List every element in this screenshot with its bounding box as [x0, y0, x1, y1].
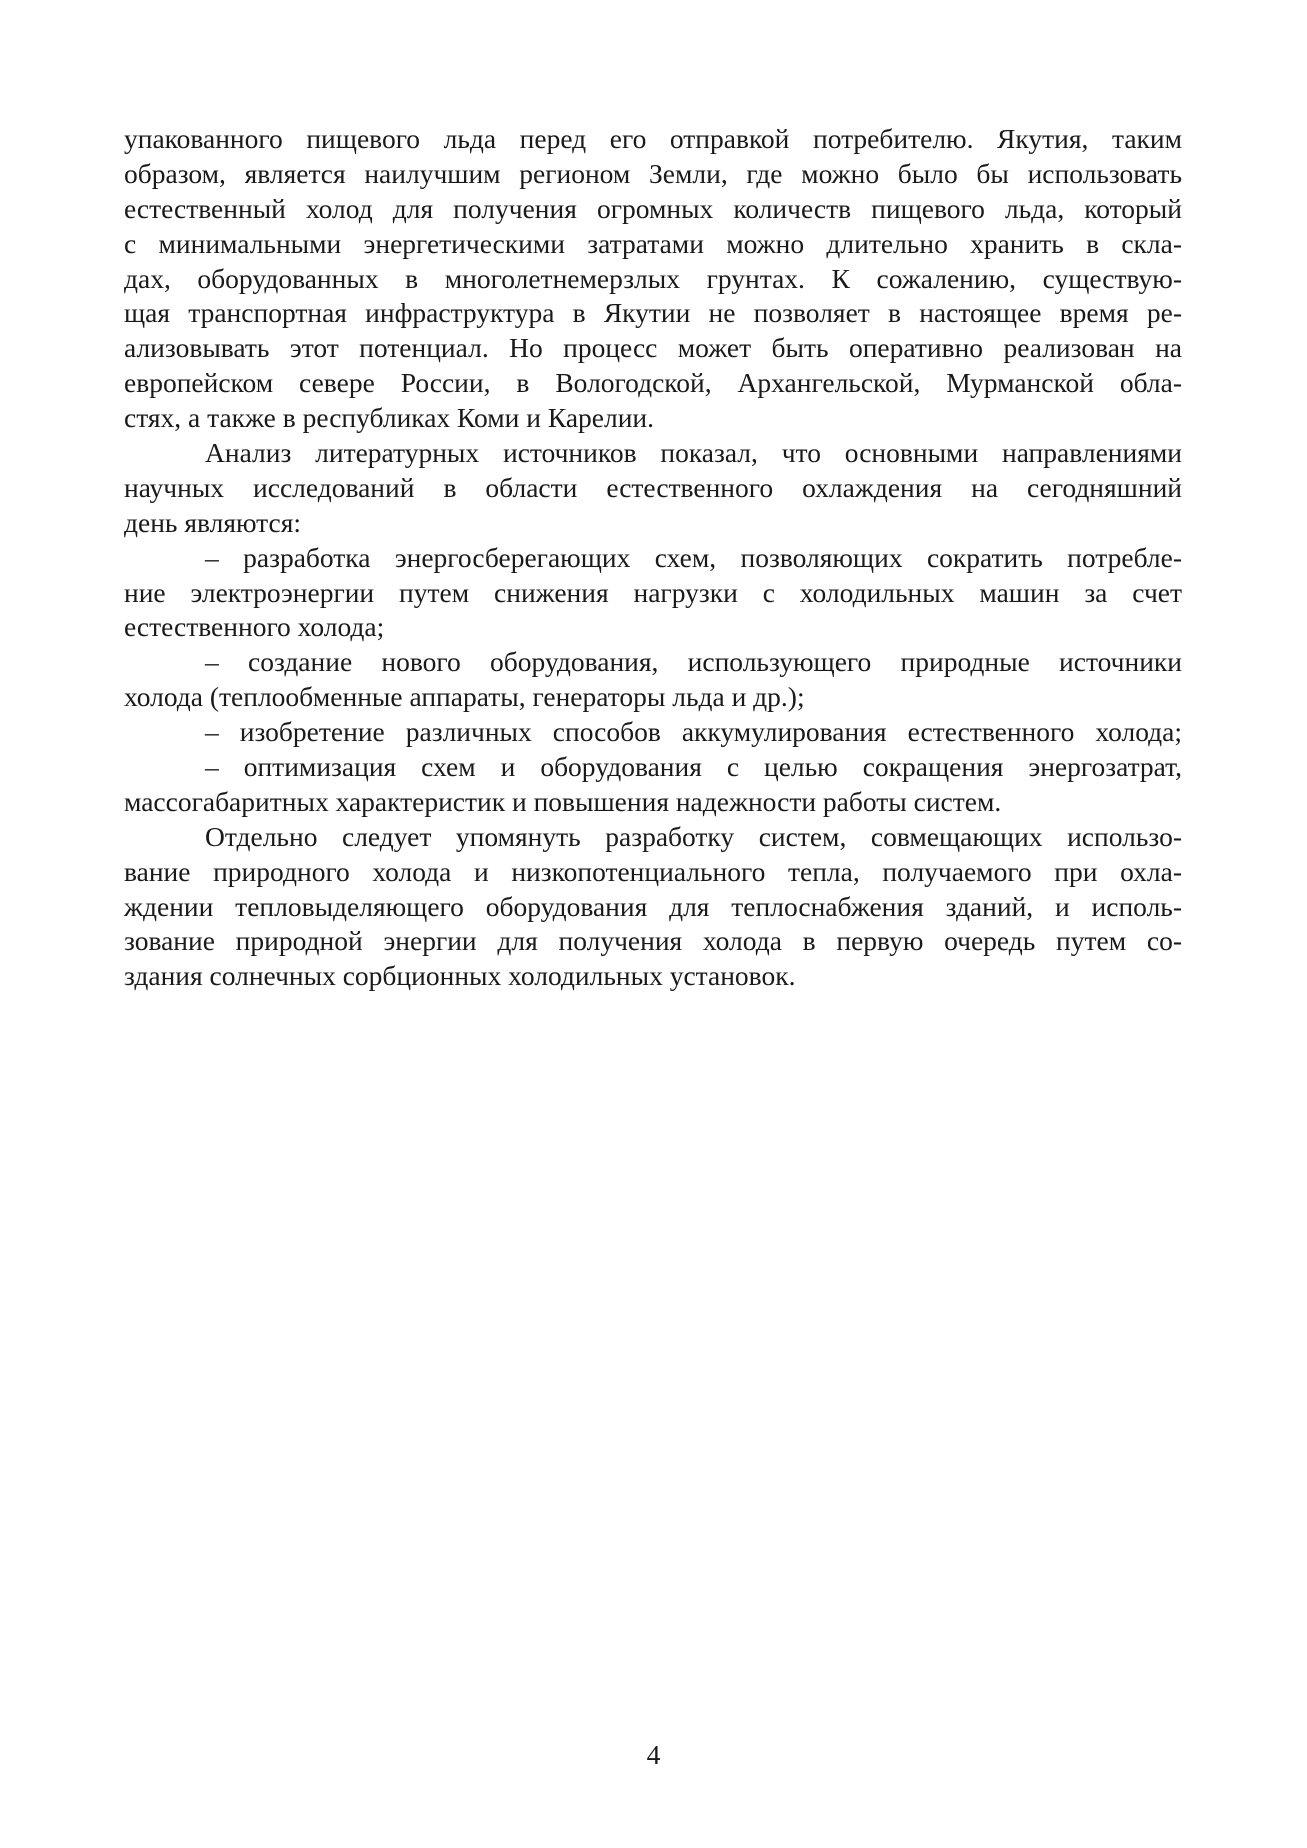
text-line: – изобретение различных способов аккумулирования естественного холода; — [205, 716, 1182, 748]
text-line: с минимальными энергетическими затратами можно длительно хранить в скла- — [124, 227, 1182, 259]
text-line: щая транспортная инфраструктура в Якутии не позволяет в настоящее время ре- — [124, 297, 1182, 329]
text-line: естественного холода; — [124, 611, 385, 643]
text-line: холода (теплообменные аппараты, генераторы льда и др.); — [124, 681, 805, 713]
text-line: дах, оборудованных в многолетнемерзлых грунтах. К сожалению, существую- — [124, 262, 1182, 294]
text-line: образом, является наилучшим регионом Земли, где можно было бы использовать — [124, 157, 1182, 189]
text-line: упакованного пищевого льда перед его отправкой потребителю. Якутия, таким — [124, 123, 1182, 154]
text-line: вание природного холода и низкопотенциального тепла, получаемого при охла- — [124, 855, 1182, 887]
text-line: здания солнечных сорбционных холодильных установок. — [124, 960, 796, 992]
text-line: европейском севере России, в Вологодской, Архангельской, Мурманской обла- — [124, 367, 1182, 399]
text-line: естественный холод для получения огромных количеств пищевого льда, который — [124, 192, 1182, 224]
text-line: – создание нового оборудования, использующего природные источники — [205, 646, 1182, 678]
text-line: ждении тепловыделяющего оборудования для теплоснабжения зданий, и исполь- — [124, 890, 1182, 922]
text-line: зование природной энергии для получения холода в первую очередь путем со- — [124, 925, 1182, 957]
text-line: – оптимизация схем и оборудования с целью сокращения энергозатрат, — [205, 751, 1182, 783]
body-text — [124, 122, 1182, 994]
text-line: Анализ литературных источников показал, что основными направлениями — [205, 437, 1182, 469]
text-line: научных исследований в области естественного охлаждения на сегодняшний — [124, 471, 1182, 503]
text-line: ализовывать этот потенциал. Но процесс может быть оперативно реализован на — [124, 332, 1182, 364]
page-number: 4 — [646, 1739, 661, 1770]
text-line: стях, а также в республиках Коми и Карелии. — [124, 402, 655, 434]
text-line: день являются: — [124, 506, 302, 538]
text-line: массогабаритных характеристик и повышения надежности работы систем. — [124, 785, 1002, 817]
text-line: Отдельно следует упомянуть разработку систем, совмещающих использо- — [205, 820, 1182, 852]
text-line: ние электроэнергии путем снижения нагрузки с холодильных машин за счет — [124, 576, 1182, 608]
text-line: – разработка энергосберегающих схем, позволяющих сократить потребле- — [205, 541, 1182, 573]
